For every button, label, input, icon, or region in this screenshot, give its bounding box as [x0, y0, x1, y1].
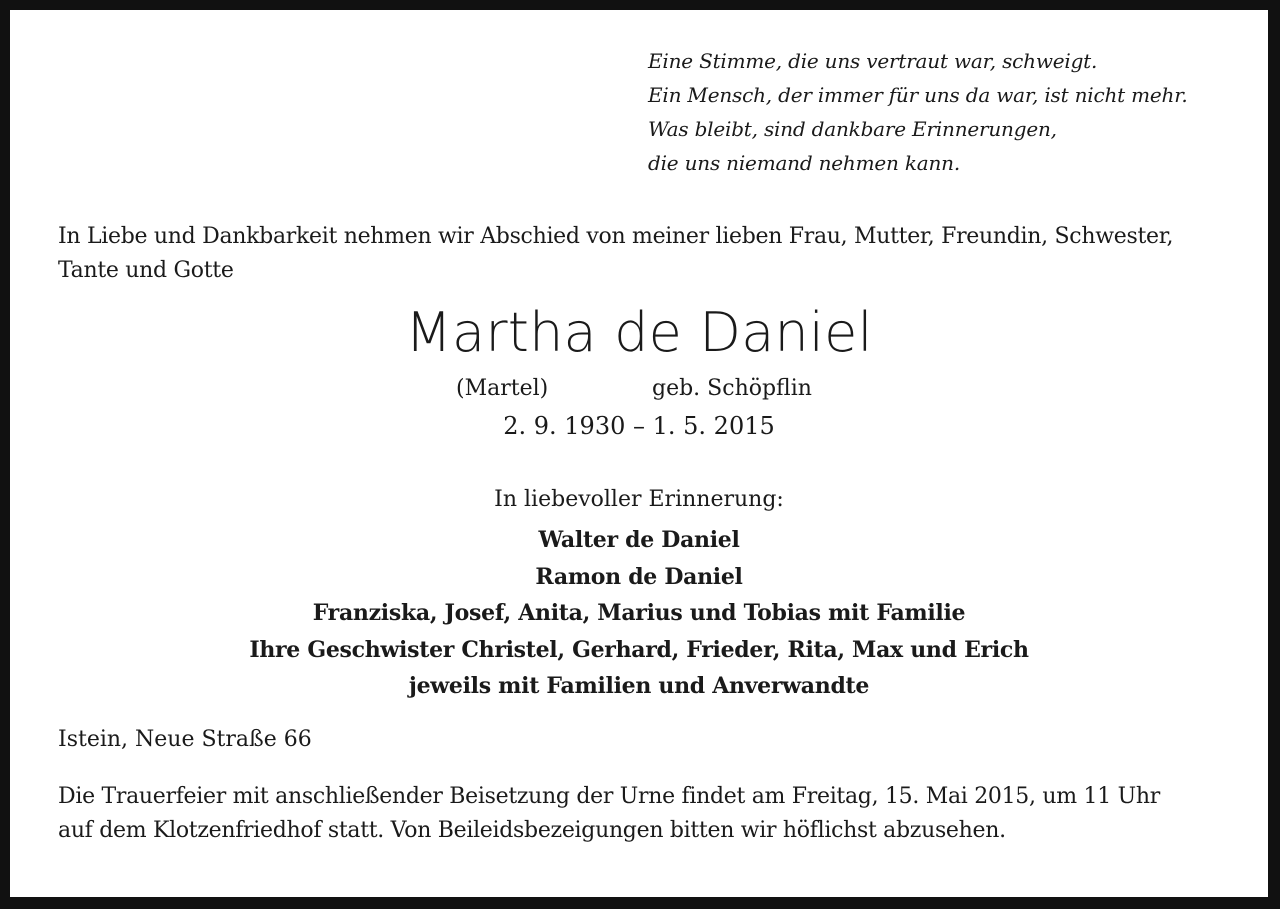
mourners-list: [10, 522, 1268, 705]
obituary-notice: [10, 10, 1268, 897]
poem-line-4: die uns niemand nehmen kann.: [648, 151, 961, 175]
mourner-line: jeweils mit Familien und Anverwandte: [408, 673, 870, 699]
life-dates: 2. 9. 1930 – 1. 5. 2015: [503, 412, 775, 440]
mourner-line: Ihre Geschwister Christel, Gerhard, Frieder, Rita, Max und Erich: [249, 636, 1029, 663]
mourner-line: Walter de Daniel: [538, 527, 740, 553]
poem-line-2: Ein Mensch, der immer für uns da war, ist nicht mehr.: [648, 83, 1188, 107]
ceremony-info: [58, 780, 1238, 848]
poem: [648, 44, 1188, 180]
intro-line-2: Tante und Gotte: [58, 258, 234, 283]
poem-line-1: Eine Stimme, die uns vertraut war, schweigt.: [648, 49, 1098, 73]
poem-line-3: Was bleibt, sind dankbare Erinnerungen,: [648, 117, 1057, 141]
memory-heading: In liebevoller Erinnerung:: [494, 487, 784, 512]
ceremony-line-1: Die Trauerfeier mit anschließender Beisetzung der Urne findet am Freitag, 15. Mai 2015, um 11 Uhr: [58, 784, 1160, 809]
intro-text: [58, 220, 1238, 288]
ceremony-line-2: auf dem Klotzenfriedhof statt. Von Beileidsbezeigungen bitten wir höflichst abzusehen.: [58, 818, 1006, 843]
mourner-line: Ramon de Daniel: [535, 563, 743, 590]
deceased-name: Martha de Daniel: [405, 301, 873, 364]
intro-line-1: In Liebe und Dankbarkeit nehmen wir Abschied von meiner lieben Frau, Mutter, Freundin, Schwester,: [58, 224, 1174, 249]
address: Istein, Neue Straße 66: [58, 727, 312, 752]
deceased-maiden-name: geb. Schöpflin: [652, 376, 812, 401]
mourner-line: Franziska, Josef, Anita, Marius und Tobias mit Familie: [312, 600, 966, 626]
deceased-nickname: (Martel): [456, 376, 549, 401]
